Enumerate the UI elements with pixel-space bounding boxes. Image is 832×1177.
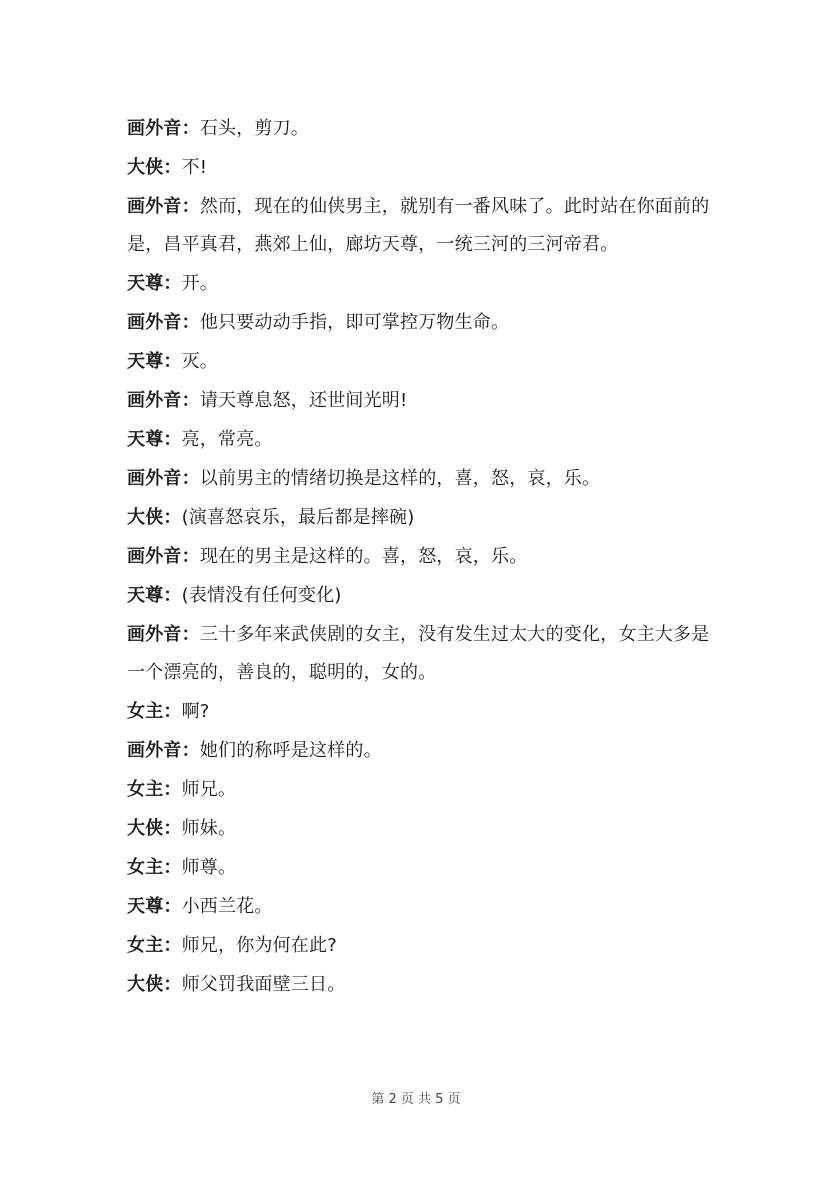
dialogue-line (127, 421, 717, 459)
speaker-label: 天尊： (127, 351, 182, 372)
dialogue-text: 不! (181, 157, 208, 178)
speaker-label: 天尊： (127, 429, 182, 450)
dialogue-line (127, 966, 717, 1004)
speaker-label: 女主： (127, 857, 182, 878)
dialogue-line (127, 188, 717, 264)
dialogue-line (127, 343, 717, 381)
speaker-label: 大侠： (127, 974, 182, 995)
dialogue-text: 他只要动动手指，即可掌控万物生命。 (199, 312, 510, 333)
speaker-label: 女主： (127, 935, 182, 956)
dialogue-line (127, 382, 717, 420)
speaker-label: 画外音： (127, 546, 200, 567)
dialogue-line (127, 810, 717, 848)
dialogue-line (127, 304, 717, 342)
speaker-label: 大侠： (127, 818, 182, 839)
speaker-label: 女主： (127, 701, 182, 722)
dialogue-line (127, 577, 717, 615)
dialogue-text: 亮，常亮。 (181, 429, 273, 450)
dialogue-line (127, 693, 717, 731)
dialogue-line (127, 927, 717, 965)
speaker-label: 画外音： (127, 740, 200, 761)
dialogue-line (127, 616, 717, 692)
speaker-label: 画外音： (127, 468, 200, 489)
dialogue-text: 请天尊息怒，还世间光明! (199, 390, 408, 411)
dialogue-line (127, 499, 717, 537)
speaker-label: 天尊： (127, 585, 182, 606)
dialogue-line (127, 849, 717, 887)
dialogue-line (127, 771, 717, 809)
speaker-label: 画外音： (127, 196, 200, 217)
speaker-label: 大侠： (127, 157, 182, 178)
dialogue-line (127, 149, 717, 187)
dialogue-text: 师兄。 (181, 779, 237, 800)
dialogue-text: 开。 (181, 273, 219, 294)
dialogue-text: 师妹。 (181, 818, 237, 839)
dialogue-line (127, 538, 717, 576)
dialogue-text: 师父罚我面壁三日。 (181, 974, 346, 995)
dialogue-text: 师尊。 (181, 857, 237, 878)
script-dialogue (127, 110, 717, 1005)
dialogue-text: 三十多年来武侠剧的女主，没有发生过太大的变化，女主大多是一个漂亮的，善良的，聪明的，女的。 (127, 624, 710, 683)
speaker-label: 天尊： (127, 896, 182, 917)
speaker-label: 画外音： (127, 312, 200, 333)
dialogue-line (127, 732, 717, 770)
dialogue-line (127, 460, 717, 498)
dialogue-text: (演喜怒哀乐，最后都是摔碗) (181, 507, 415, 528)
dialogue-text: 她们的称呼是这样的。 (199, 740, 382, 761)
dialogue-text: 小西兰花。 (181, 896, 273, 917)
dialogue-text: 以前男主的情绪切换是这样的，喜，怒，哀，乐。 (199, 468, 601, 489)
speaker-label: 画外音： (127, 624, 200, 645)
speaker-label: 女主： (127, 779, 182, 800)
dialogue-text: 啊? (181, 701, 210, 722)
dialogue-line (127, 110, 717, 148)
dialogue-text: 灭。 (181, 351, 219, 372)
speaker-label: 天尊： (127, 273, 182, 294)
dialogue-text: 现在的男主是这样的。喜，怒，哀，乐。 (199, 546, 528, 567)
dialogue-text: 师兄，你为何在此? (181, 935, 337, 956)
page-number-footer: 第 2 页 共 5 页 (371, 1092, 461, 1107)
speaker-label: 大侠： (127, 507, 182, 528)
dialogue-text: 然而，现在的仙侠男主，就别有一番风味了。此时站在你面前的是，昌平真君，燕郊上仙，廊坊天尊，一统三河的三河帝君。 (127, 196, 710, 255)
dialogue-text: (表情没有任何变化) (181, 585, 342, 606)
dialogue-line (127, 265, 717, 303)
speaker-label: 画外音： (127, 118, 200, 139)
dialogue-text: 石头，剪刀。 (199, 118, 310, 139)
speaker-label: 画外音： (127, 390, 200, 411)
dialogue-line (127, 888, 717, 926)
